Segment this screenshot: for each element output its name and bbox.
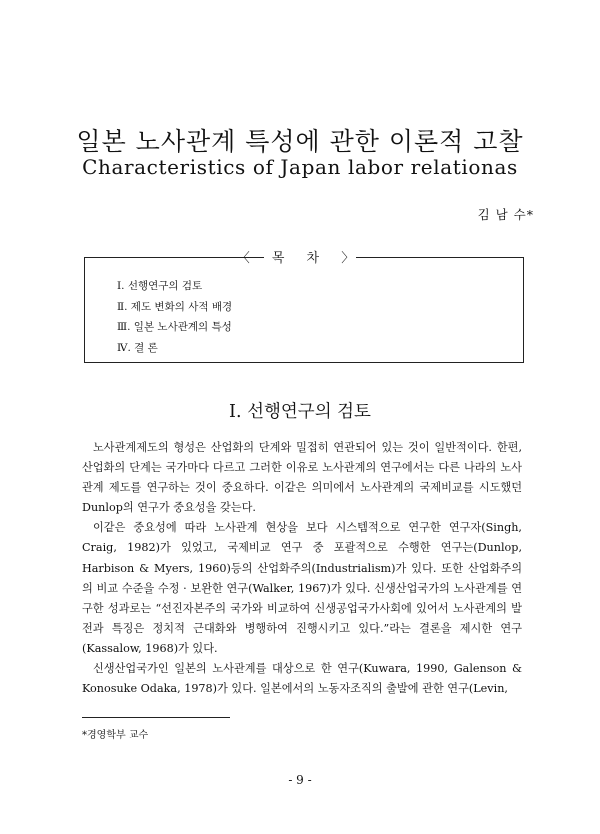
toc-item: Ⅱ. 제도 변화의 사적 배경	[117, 300, 233, 313]
toc-item: Ⅳ. 결 론	[117, 341, 158, 354]
paper-title-english: Characteristics of Japan labor relationas	[82, 155, 518, 179]
toc-list	[117, 276, 232, 358]
author-name: 김 남 수*	[477, 207, 534, 222]
paper-title-korean: 일본 노사관계 특성에 관한 이론적 고찰	[76, 127, 524, 156]
paragraph: 노사관계제도의 형성은 산업화의 단계와 밀접히 연관되어 있는 것이 일반적이다. 한편, 산업화의 단계는 국가마다 다르고 그러한 이유로 노사관계의 연구에서는 다른 나라의 노사관계 제도를 연구하는 것이 중요하다. 이같은 의미에서 노사관계의 국제비교를 시도했던 Dunlop의 연구가 중요성을 갖는다.	[82, 441, 522, 515]
toc-item: Ⅲ. 일본 노사관계의 특성	[117, 321, 232, 333]
footnote-rule	[82, 717, 230, 718]
page-number: - 9 -	[288, 773, 312, 787]
body-text	[82, 438, 522, 699]
paragraph: 신생산업국가인 일본의 노사관계를 대상으로 한 연구(Kuwara, 1990, Galenson & Konosuke Odaka, 1978)가 있다. 일본에서의 노동자조직의 출발에 관한 연구(Levin,	[82, 662, 522, 696]
toc-item: Ⅰ. 선행연구의 검토	[117, 280, 203, 292]
section-heading: Ⅰ. 선행연구의 검토	[229, 402, 371, 422]
toc-heading: 〈 목 차 〉	[236, 251, 364, 266]
paragraph: 이같은 중요성에 따라 노사관계 현상을 보다 시스템적으로 연구한 연구자(Singh, Craig, 1982)가 있었고, 국제비교 연구 중 포괄적으로 수행한 연구는(Dunlop, Harbison & Myers, 1960)등의 산업화주의(Industrialism)가 있다. 또한 산업화주의의 비교 수준을 수정 · 보완한 연구(Walker, 1967)가 있다. 신생산업국가의 노사관계를 연구한 성과로는 “선진자본주의 국가와 비교하여 신생공업국가사회에 있어서 노사관계의 발전과 특징은 정치적 근대화와 병행하여 진행시키고 있다.”라는 결론을 제시한 연구(Kassalow, 1968)가 있다.	[82, 521, 522, 655]
footnote: *경영학부 교수	[82, 730, 149, 741]
